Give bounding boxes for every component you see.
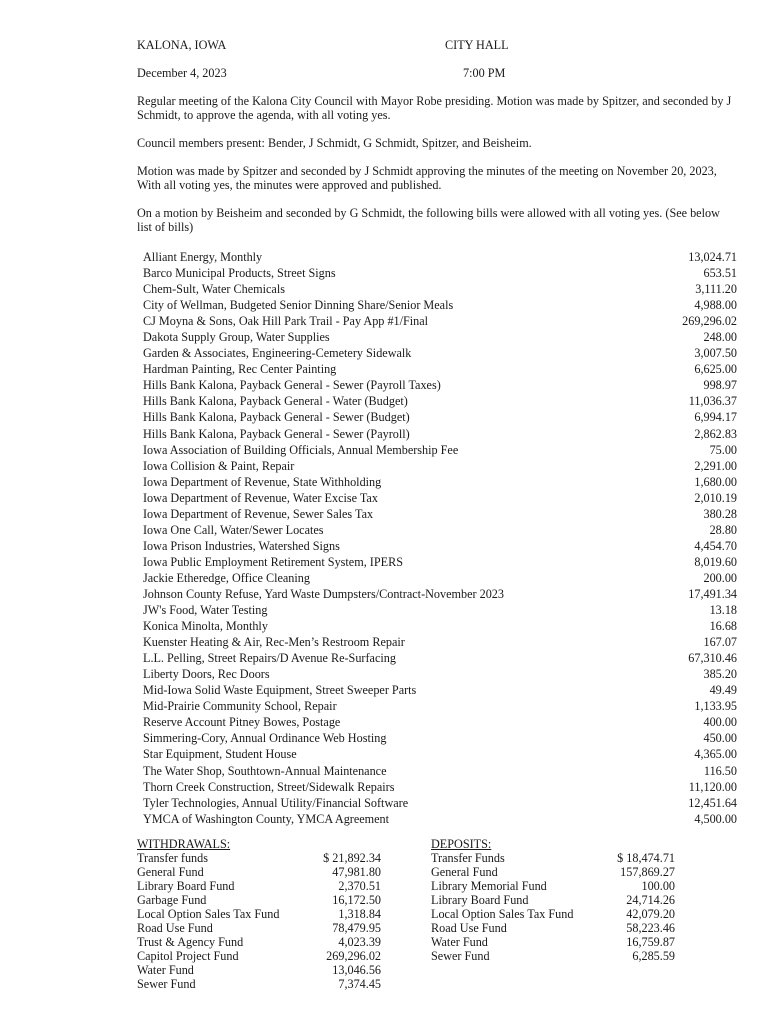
bill-amount: 2,291.00 (694, 458, 737, 473)
bill-amount: 380.28 (703, 506, 737, 521)
deposit-fund-name: Library Board Fund (431, 893, 529, 907)
bill-row (143, 458, 737, 474)
bill-vendor: Thorn Creek Construction, Street/Sidewalk Repairs (143, 779, 395, 794)
bill-row (143, 666, 737, 682)
bill-vendor: Hardman Painting, Rec Center Painting (143, 362, 337, 377)
bill-amount: 269,296.02 (682, 314, 737, 329)
withdrawal-amount: 2,370.51 (338, 879, 381, 893)
withdrawal-fund-name: Sewer Fund (137, 977, 196, 991)
deposit-row (431, 865, 675, 879)
withdrawal-amount: 4,023.39 (338, 935, 381, 949)
bill-row (143, 538, 737, 554)
bill-vendor: YMCA of Washington County, YMCA Agreement (143, 811, 390, 826)
deposit-amount: 58,223.46 (626, 921, 675, 935)
withdrawal-row (137, 935, 381, 949)
bill-amount: 4,365.00 (694, 747, 737, 762)
withdrawal-amount: 7,374.45 (338, 977, 381, 991)
bill-vendor: Jackie Etheredge, Office Cleaning (143, 570, 310, 585)
deposit-fund-name: General Fund (431, 865, 498, 879)
deposit-fund-name: Water Fund (431, 935, 488, 949)
bill-vendor: Konica Minolta, Monthly (143, 619, 268, 634)
deposit-row (431, 879, 675, 893)
deposit-amount: 24,714.26 (626, 893, 675, 907)
bill-vendor: Iowa Department of Revenue, State Withholding (143, 474, 382, 489)
bill-amount: 450.00 (703, 731, 737, 746)
bill-row (143, 329, 737, 345)
withdrawal-fund-name: Road Use Fund (137, 921, 213, 935)
withdrawal-fund-name: Water Fund (137, 963, 194, 977)
bill-amount: 116.50 (703, 763, 737, 778)
deposit-row (431, 921, 675, 935)
bill-vendor: Iowa Prison Industries, Watershed Signs (143, 538, 340, 553)
bill-vendor: Hills Bank Kalona, Payback General - Sewer (Payroll Taxes) (143, 378, 441, 393)
bill-vendor: Dakota Supply Group, Water Supplies (143, 330, 330, 345)
bill-row (143, 554, 737, 570)
bill-vendor: Hills Bank Kalona, Payback General - Sewer (Payroll) (143, 426, 410, 441)
bill-amount: 653.51 (703, 266, 737, 281)
bill-amount: 75.00 (709, 442, 737, 457)
bill-amount: 6,994.17 (694, 410, 737, 425)
bill-row (143, 442, 737, 458)
withdrawals-title: WITHDRAWALS: (137, 837, 231, 851)
deposit-amount: 6,285.59 (632, 949, 675, 963)
bill-amount: 1,133.95 (694, 699, 737, 714)
bill-row (143, 265, 737, 281)
bill-row (143, 795, 737, 811)
withdrawal-row (137, 851, 381, 865)
bill-amount: 385.20 (703, 667, 737, 682)
bill-row (143, 506, 737, 522)
deposit-fund-name: Transfer Funds (431, 851, 505, 865)
bill-vendor: Simmering-Cory, Annual Ordinance Web Hosting (143, 731, 387, 746)
withdrawal-amount: 1,318.84 (338, 907, 381, 921)
bill-vendor: Barco Municipal Products, Street Signs (143, 266, 336, 281)
withdrawal-fund-name: Trust & Agency Fund (137, 935, 244, 949)
bill-vendor: L.L. Pelling, Street Repairs/D Avenue Re-Surfacing (143, 651, 396, 666)
bill-row (143, 490, 737, 506)
bill-amount: 17,491.34 (688, 586, 737, 601)
bill-row (143, 377, 737, 393)
bill-amount: 67,310.46 (688, 651, 737, 666)
bill-amount: 28.80 (709, 522, 737, 537)
bill-row (143, 682, 737, 698)
bill-row (143, 393, 737, 409)
bill-row (143, 313, 737, 329)
bill-amount: 13.18 (709, 603, 737, 618)
deposit-amount: 100.00 (641, 879, 675, 893)
bill-amount: 400.00 (703, 715, 737, 730)
deposit-row (431, 949, 675, 963)
bill-vendor: Kuenster Heating & Air, Rec-Men’s Restroom Repair (143, 635, 405, 650)
bill-amount: 3,007.50 (694, 346, 737, 361)
bill-row (143, 650, 737, 666)
bill-amount: 6,625.00 (694, 362, 737, 377)
bill-row (143, 730, 737, 746)
bill-vendor: Hills Bank Kalona, Payback General - Sewer (Budget) (143, 410, 410, 425)
deposits-section (431, 837, 675, 963)
withdrawal-fund-name: Capitol Project Fund (137, 949, 239, 963)
bill-amount: 4,454.70 (694, 538, 737, 553)
bill-amount: 12,451.64 (688, 795, 737, 810)
bill-vendor: Mid-Prairie Community School, Repair (143, 699, 337, 714)
bill-amount: 4,500.00 (694, 811, 737, 826)
bill-amount: 11,120.00 (688, 779, 737, 794)
bill-row (143, 426, 737, 442)
paragraph-agenda: Regular meeting of the Kalona City Council with Mayor Robe presiding. Motion was made by Spitzer, and seconded by J Schmidt, to approve the agenda, with all voting yes. (137, 94, 732, 122)
bill-vendor: Iowa Department of Revenue, Water Excise Tax (143, 490, 378, 505)
bill-amount: 49.49 (709, 683, 737, 698)
bill-vendor: Johnson County Refuse, Yard Waste Dumpsters/Contract-November 2023 (143, 586, 504, 601)
header-date: December 4, 2023 (137, 66, 227, 80)
withdrawal-row (137, 907, 381, 921)
bill-amount: 11,036.37 (688, 394, 737, 409)
deposit-row (431, 851, 675, 865)
deposit-amount: $ 18,474.71 (617, 851, 675, 865)
deposit-fund-name: Library Memorial Fund (431, 879, 547, 893)
bill-row (143, 634, 737, 650)
withdrawal-fund-name: Library Board Fund (137, 879, 235, 893)
withdrawal-fund-name: Garbage Fund (137, 893, 207, 907)
withdrawals-section (137, 837, 381, 991)
bill-row (143, 297, 737, 313)
withdrawal-amount: $ 21,892.34 (323, 851, 381, 865)
bill-row (143, 779, 737, 795)
bill-vendor: Chem-Sult, Water Chemicals (143, 282, 285, 297)
deposits-title: DEPOSITS: (431, 837, 492, 851)
bill-row (143, 345, 737, 361)
header-city: KALONA, IOWA (137, 38, 227, 52)
bill-row (143, 281, 737, 297)
bill-vendor: Iowa One Call, Water/Sewer Locates (143, 522, 324, 537)
bill-row (143, 811, 737, 827)
bill-row (143, 249, 737, 265)
bill-row (143, 522, 737, 538)
bill-vendor: Liberty Doors, Rec Doors (143, 667, 270, 682)
bill-row (143, 618, 737, 634)
bill-vendor: Tyler Technologies, Annual Utility/Financial Software (143, 795, 409, 810)
bill-vendor: Iowa Collision & Paint, Repair (143, 458, 295, 473)
withdrawal-amount: 47,981.80 (332, 865, 381, 879)
bill-row (143, 409, 737, 425)
bill-row (143, 586, 737, 602)
bill-row (143, 698, 737, 714)
bill-amount: 248.00 (703, 330, 737, 345)
bill-vendor: Iowa Association of Building Officials, Annual Membership Fee (143, 442, 459, 457)
withdrawal-row (137, 949, 381, 963)
bill-vendor: City of Wellman, Budgeted Senior Dinning Share/Senior Meals (143, 298, 454, 313)
bill-row (143, 570, 737, 586)
bill-row (143, 361, 737, 377)
header-time: 7:00 PM (463, 66, 506, 80)
withdrawal-amount: 78,479.95 (332, 921, 381, 935)
withdrawal-row (137, 977, 381, 991)
withdrawal-fund-name: Local Option Sales Tax Fund (137, 907, 280, 921)
bill-amount: 167.07 (703, 635, 737, 650)
bill-amount: 2,862.83 (694, 426, 737, 441)
deposit-row (431, 893, 675, 907)
bill-vendor: Mid-Iowa Solid Waste Equipment, Street Sweeper Parts (143, 683, 417, 698)
withdrawal-row (137, 893, 381, 907)
deposit-amount: 42,079.20 (626, 907, 675, 921)
deposit-fund-name: Sewer Fund (431, 949, 490, 963)
bill-amount: 1,680.00 (694, 474, 737, 489)
deposit-amount: 157,869.27 (620, 865, 675, 879)
bill-vendor: Alliant Energy, Monthly (143, 250, 263, 264)
deposit-fund-name: Road Use Fund (431, 921, 507, 935)
deposit-amount: 16,759.87 (626, 935, 675, 949)
bill-vendor: JW's Food, Water Testing (143, 603, 268, 618)
bill-row (143, 714, 737, 730)
bill-vendor: Iowa Public Employment Retirement System, IPERS (143, 554, 403, 569)
withdrawal-row (137, 921, 381, 935)
withdrawal-amount: 13,046.56 (332, 963, 381, 977)
bill-row (143, 602, 737, 618)
bill-amount: 16.68 (709, 619, 737, 634)
deposit-fund-name: Local Option Sales Tax Fund (431, 907, 574, 921)
deposit-row (431, 907, 675, 921)
bill-amount: 8,019.60 (694, 554, 737, 569)
bill-row (143, 474, 737, 490)
bill-vendor: Garden & Associates, Engineering-Cemetery Sidewalk (143, 346, 412, 361)
bill-amount: 3,111.20 (695, 282, 737, 297)
bill-row (143, 763, 737, 779)
bill-vendor: Star Equipment, Student House (143, 747, 297, 762)
bill-vendor: Iowa Department of Revenue, Sewer Sales Tax (143, 506, 374, 521)
withdrawal-row (137, 865, 381, 879)
header-place: CITY HALL (445, 38, 509, 52)
paragraph-minutes-approval: Motion was made by Spitzer and seconded by J Schmidt approving the minutes of the meeting on November 20, 2023, With all voting yes, the minutes were approved and published. (137, 164, 717, 192)
bill-amount: 200.00 (703, 570, 737, 585)
paragraph-bills-motion: On a motion by Beisheim and seconded by G Schmidt, the following bills were allowed with all voting yes. (See below list of bills) (137, 206, 720, 234)
paragraph-members-present: Council members present: Bender, J Schmidt, G Schmidt, Spitzer, and Beisheim. (137, 136, 532, 150)
deposit-row (431, 935, 675, 949)
bill-vendor: The Water Shop, Southtown-Annual Maintenance (143, 763, 387, 778)
bill-vendor: CJ Moyna & Sons, Oak Hill Park Trail - Pay App #1/Final (143, 314, 429, 329)
withdrawal-fund-name: Transfer funds (137, 851, 208, 865)
bill-amount: 2,010.19 (694, 490, 737, 505)
bills-list (143, 249, 737, 827)
bill-amount: 998.97 (703, 378, 737, 393)
withdrawal-row (137, 963, 381, 977)
bill-amount: 4,988.00 (694, 298, 737, 313)
bill-vendor: Reserve Account Pitney Bowes, Postage (143, 715, 341, 730)
withdrawal-amount: 16,172.50 (332, 893, 381, 907)
withdrawal-row (137, 879, 381, 893)
withdrawal-amount: 269,296.02 (326, 949, 381, 963)
bill-vendor: Hills Bank Kalona, Payback General - Water (Budget) (143, 394, 408, 409)
bill-amount: 13,024.71 (688, 250, 737, 264)
bill-row (143, 746, 737, 762)
withdrawal-fund-name: General Fund (137, 865, 204, 879)
